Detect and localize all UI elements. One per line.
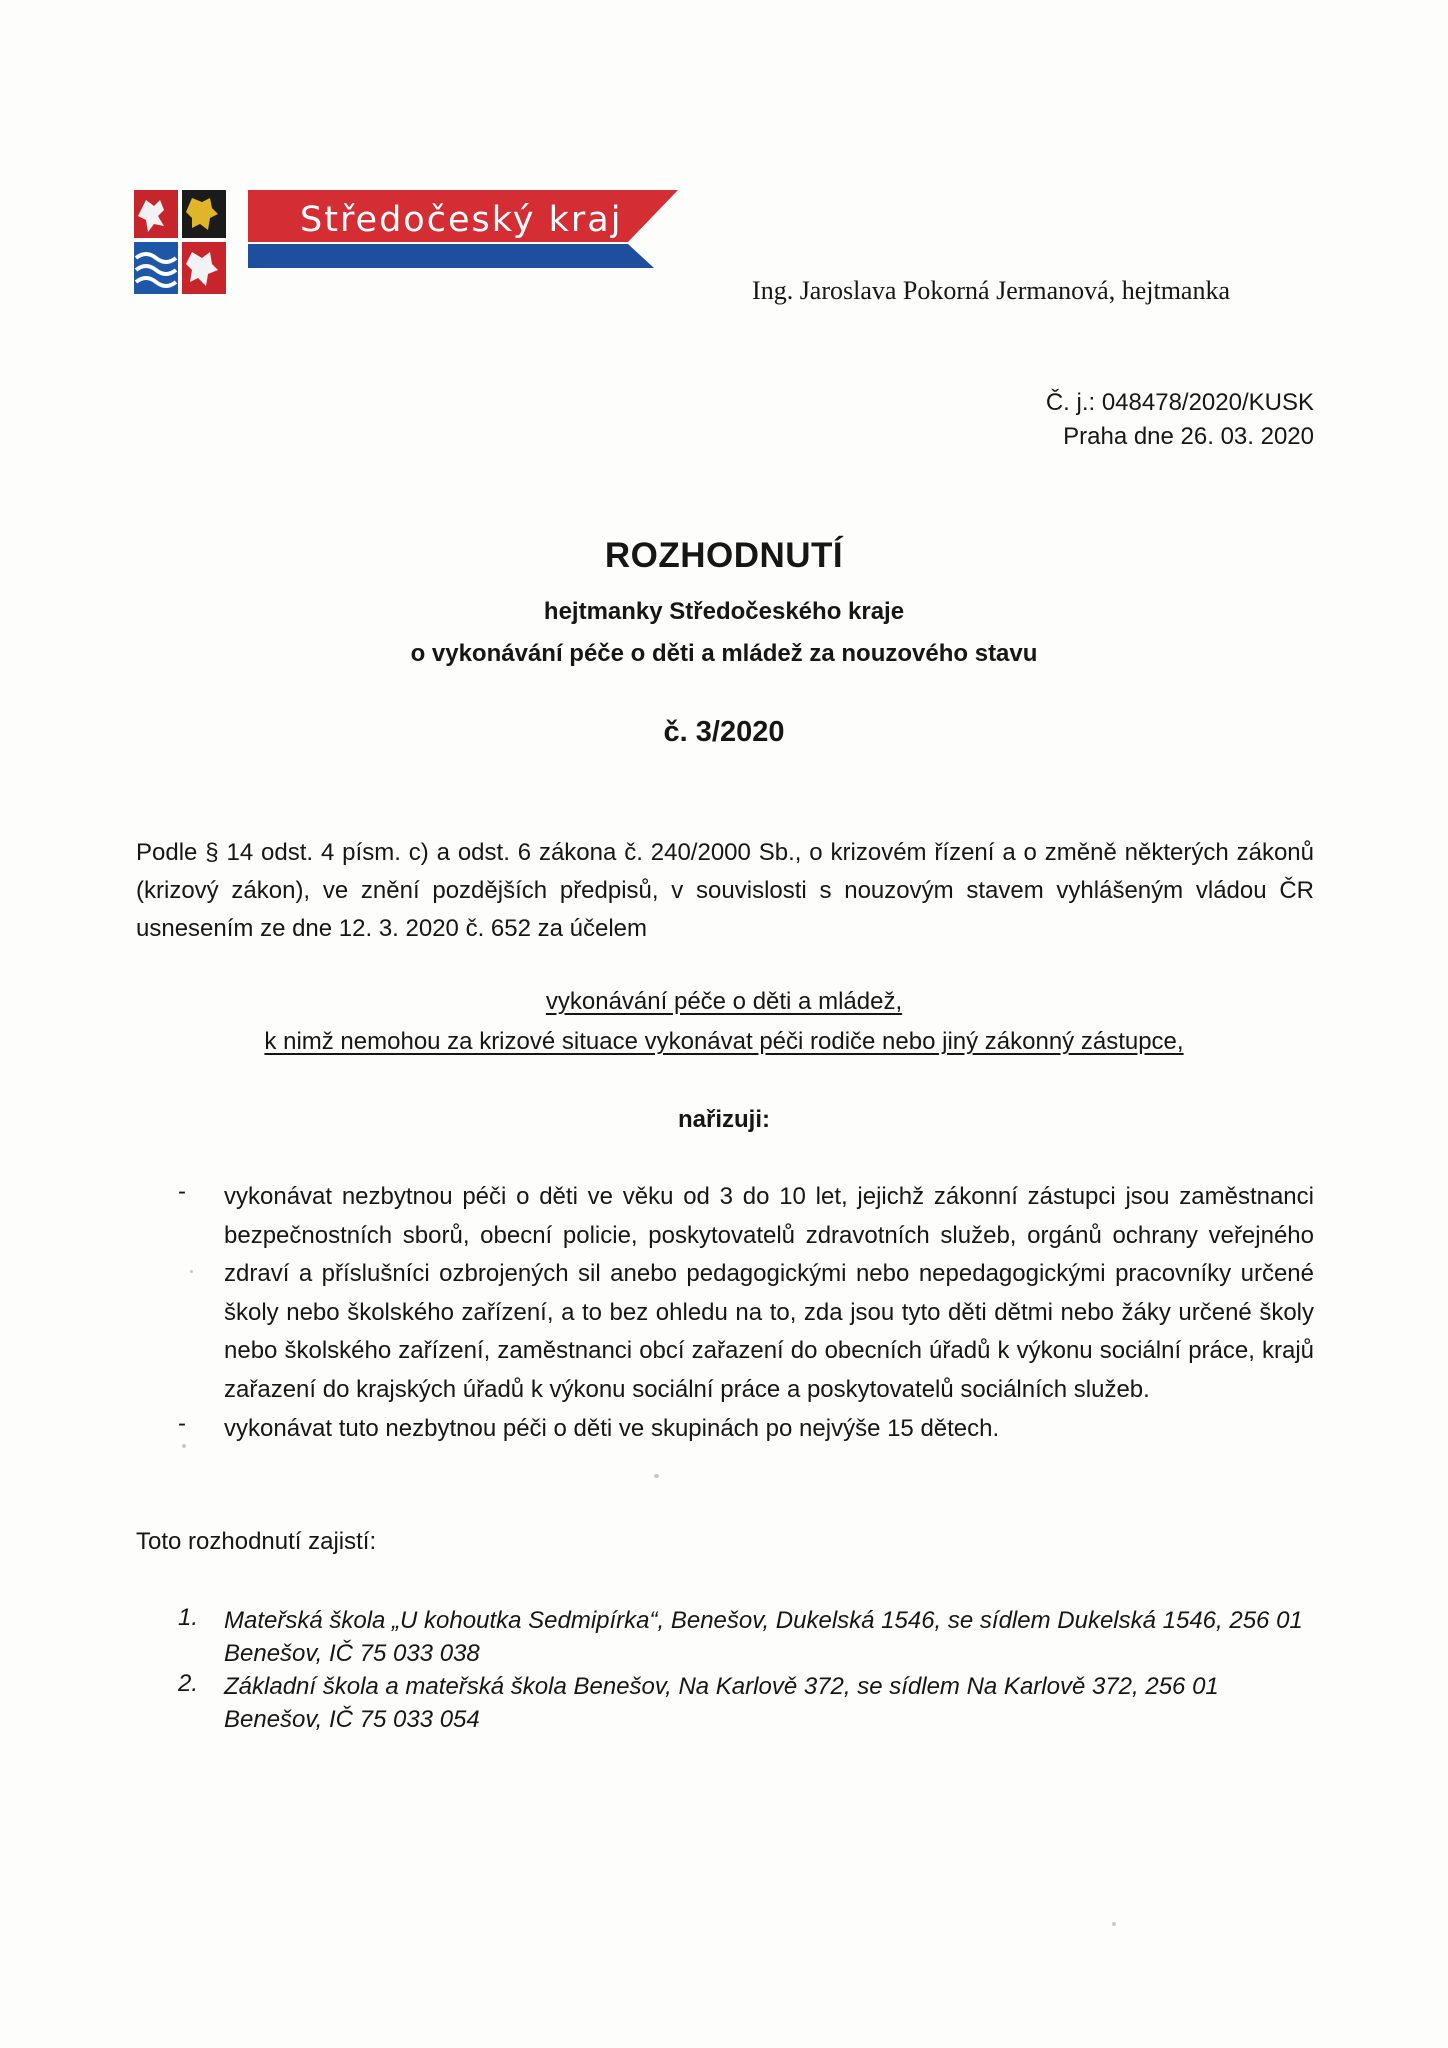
purpose-line-1-text: vykonávání péče o děti a mládež, [545, 988, 903, 1015]
region-crest-logo [134, 190, 226, 294]
document-subtitle-1: hejtmanky Středočeského kraje [543, 598, 905, 625]
document-title: ROZHODNUTÍ [604, 536, 844, 575]
ensure-label: Toto rozhodnutí zajistí: [136, 1528, 377, 1555]
scan-speck [190, 1270, 193, 1273]
document-date: Praha dne 26. 03. 2020 [1063, 423, 1314, 450]
bullet-item: vykonávat nezbytnou péči o děti ve věku od 3 do 10 let, jejichž zákonní zástupci jsou zaměstnanci bezpečnostních sborů, obecní policie, poskytovatelů zdravotních služeb, orgánů ochrany veřejného zdraví a příslušníci ozbrojených sil anebo pedagogickými nebo nepedagogickými pracovníky určené školy nebo školského zařízení, a to bez ohledu na to, zda jsou tyto děti dětmi nebo žáky určené školy nebo školského zařízení, zaměstnanci obcí zařazení do obecních úřadů k výkonu sociální práce, krajů zařazení do krajských úřadů k výkonu sociální práce a poskytovatelů sociálních služeb. [224, 1183, 1314, 1403]
brand-name: Středočeský kraj [300, 200, 623, 240]
order-heading: nařizuji: [677, 1106, 770, 1133]
scan-speck [1112, 1922, 1116, 1926]
scan-speck [654, 1474, 659, 1478]
bullet-dash: - [178, 1410, 186, 1437]
document-subtitle-2: o vykonávání péče o děti a mládež za nouzového stavu [410, 640, 1038, 667]
school-item: Základní škola a mateřská škola Benešov, Na Karlově 372, se sídlem Na Karlově 372, 256 01 Benešov, IČ 75 033 054 [224, 1673, 1219, 1733]
purpose-line-2 [0, 1028, 1448, 1056]
bullet-dash: - [178, 1178, 186, 1205]
scan-speck [182, 1444, 186, 1448]
intro-paragraph: Podle § 14 odst. 4 písm. c) a odst. 6 zákona č. 240/2000 Sb., o krizovém řízení a o změně některých zákonů (krizový zákon), ve znění pozdějších předpisů, v souvislosti s nouzovým stavem vyhlášeným vládou ČR usnesením ze dne 12. 3. 2020 č. 652 za účelem [136, 839, 1314, 942]
purpose-line-1 [0, 988, 1448, 1016]
purpose-line-2-text: k nimž nemohou za krizové situace vykonávat péči rodiče nebo jiný zákonný zástupce, [264, 1028, 1184, 1055]
school-number: 1. [178, 1604, 199, 1631]
school-item: Mateřská škola „U kohoutka Sedmipírka“, Benešov, Dukelská 1546, se sídlem Dukelská 1546, 256 01 Benešov, IČ 75 033 038 [224, 1607, 1303, 1667]
official-name: Ing. Jaroslava Pokorná Jermanová, hejtmanka [752, 276, 1230, 305]
document-number: č. 3/2020 [663, 716, 785, 748]
reference-block [1046, 386, 1314, 454]
reference-number: Č. j.: 048478/2020/KUSK [1045, 389, 1314, 416]
school-number: 2. [178, 1670, 199, 1697]
bullet-item: vykonávat tuto nezbytnou péči o děti ve skupinách po nejvýše 15 dětech. [224, 1415, 1000, 1442]
